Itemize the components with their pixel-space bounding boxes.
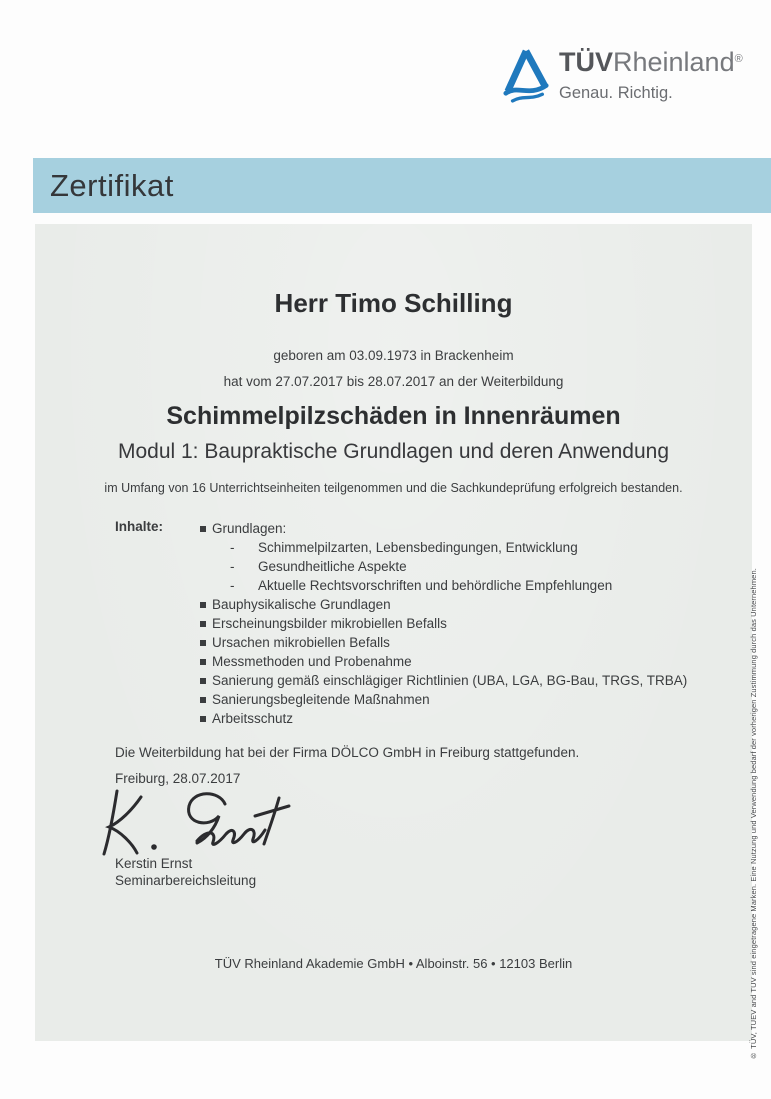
signer-role: Seminarbereichsleitung: [115, 873, 257, 888]
list-item-label: Ursachen mikrobiellen Befalls: [212, 635, 390, 650]
birth-line: geboren am 03.09.1973 in Brackenheim: [273, 348, 514, 363]
sub-list-item-label: Gesundheitliche Aspekte: [258, 559, 407, 574]
list-item: [200, 519, 687, 538]
contents-list: [200, 519, 687, 728]
dash-bullet-icon: -: [230, 578, 235, 593]
list-item-label: Bauphysikalische Grundlagen: [212, 597, 391, 612]
course-subtitle: Modul 1: Baupraktische Grundlagen und deren Anwendung: [117, 440, 670, 463]
registered-trademark-icon: ®: [734, 53, 743, 65]
square-bullet-icon: [200, 526, 206, 532]
list-item-label: Sanierungsbegleitende Maßnahmen: [212, 692, 430, 707]
contents-section: [35, 519, 752, 728]
logo-rheinland-text: Rheinland: [613, 47, 735, 77]
square-bullet-icon: [200, 640, 206, 646]
sub-list-item-label: Aktuelle Rechtsvorschriften und behördliche Empfehlungen: [258, 578, 613, 593]
tuv-rheinland-logo: [502, 44, 743, 104]
square-bullet-icon: [200, 621, 206, 627]
list-item: [200, 614, 687, 633]
page-title: Zertifikat: [50, 167, 174, 203]
signer-name: Kerstin Ernst: [115, 856, 193, 871]
signature-dot: [151, 844, 157, 850]
certificate-banner: [33, 158, 771, 213]
sub-list-item: [200, 538, 687, 557]
scope-line: im Umfang von 16 Unterrichtseinheiten teilgenommen und die Sachkundeprüfung erfolgreich bestanden.: [104, 481, 683, 495]
place-date-line: Freiburg, 28.07.2017: [115, 771, 241, 786]
square-bullet-icon: [200, 697, 206, 703]
list-item-label: Sanierung gemäß einschlägiger Richtlinien (UBA, LGA, BG-Bau, TRGS, TRBA): [212, 673, 688, 688]
list-item: [200, 690, 687, 709]
list-item-label: Messmethoden und Probenahme: [212, 654, 412, 669]
dash-bullet-icon: -: [230, 559, 235, 574]
sub-list-item: [200, 576, 687, 595]
contents-label: Inhalte:: [115, 519, 164, 534]
square-bullet-icon: [200, 716, 206, 722]
participation-line: hat vom 27.07.2017 bis 28.07.2017 an der Weiterbildung: [223, 374, 564, 389]
list-item: [200, 709, 687, 728]
course-title: Schimmelpilzschäden in Innenräumen: [166, 402, 621, 430]
dash-bullet-icon: -: [230, 540, 235, 555]
list-item-label: Grundlagen:: [212, 521, 287, 536]
certificate-body: [35, 224, 752, 1041]
square-bullet-icon: [200, 678, 206, 684]
sub-list-item-label: Schimmelpilzarten, Lebensbedingungen, Entwicklung: [258, 540, 578, 555]
logo-tuv-text: TÜV: [559, 47, 613, 77]
list-item: [200, 633, 687, 652]
logo-wordmark: [559, 44, 743, 77]
signature-handwriting: [87, 784, 325, 864]
recipient-name: Herr Timo Schilling: [274, 288, 513, 318]
list-item: [200, 671, 687, 690]
tuv-triangle-icon: [502, 46, 550, 104]
issuer-footer: TÜV Rheinland Akademie GmbH • Alboinstr. 56 • 12103 Berlin: [214, 956, 573, 971]
list-item: [200, 595, 687, 614]
list-item-label: Erscheinungsbilder mikrobiellen Befalls: [212, 616, 447, 631]
sub-list-item: [200, 557, 687, 576]
list-item-label: Arbeitsschutz: [212, 711, 294, 726]
square-bullet-icon: [200, 659, 206, 665]
venue-line: Die Weiterbildung hat bei der Firma DÖLCO GmbH in Freiburg stattgefunden.: [115, 745, 580, 760]
trademark-side-note: ® TÜV, TUEV and TUV sind eingetragene Marken. Eine Nutzung und Verwendung bedarf der vorherigen Zustimmung durch das Unternehmen.: [749, 568, 758, 1060]
square-bullet-icon: [200, 602, 206, 608]
list-item: [200, 652, 687, 671]
logo-tagline: Genau. Richtig.: [559, 84, 673, 102]
